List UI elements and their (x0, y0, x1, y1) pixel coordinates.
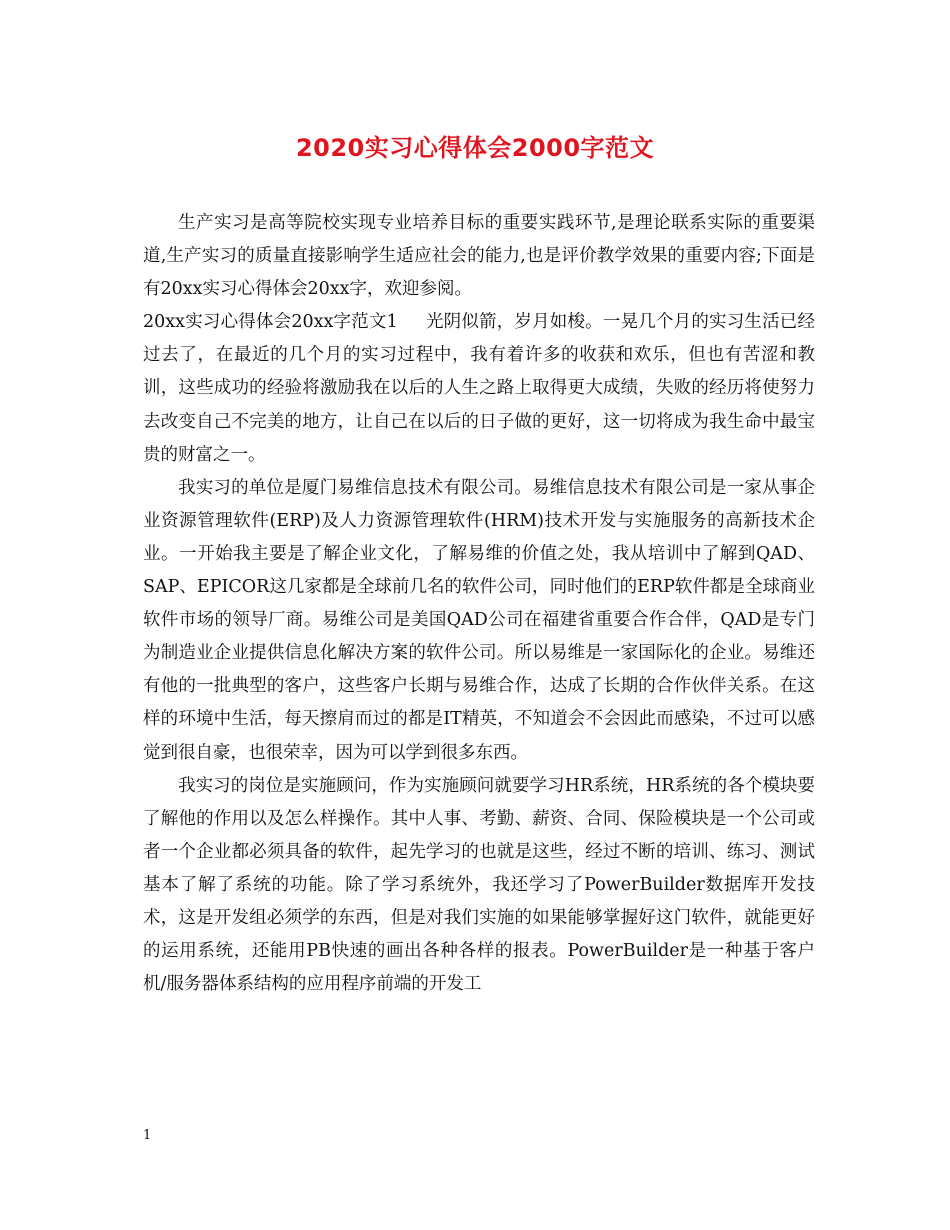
document-body (143, 207, 815, 1001)
sample-1-text: 光阴似箭，岁月如梭。一晃几个月的实习生活已经过去了，在最近的几个月的实习过程中，我有着许多的收获和欢乐，但也有苦涩和教训，这些成功的经验将激励我在以后的人生之路上取得更大成绩，失败的经历将使努力去改变自己不完美的地方，让自己在以后的日子做的更好，这一切将成为我生命中最宝贵的财富之一。 (143, 312, 815, 465)
page-number: 1 (143, 1128, 152, 1143)
document-title: 2020实习心得体会2000字范文 (295, 134, 655, 162)
sample-heading: 20xx实习心得体会20xx字范文1 (143, 312, 398, 333)
paragraph-position: 我实习的岗位是实施顾问，作为实施顾问就要学习HR系统，HR系统的各个模块要了解他的作用以及怎么样操作。其中人事、考勤、薪资、合同、保险模块是一个公司或者一个企业都必须具备的软件，起先学习的也就是这些，经过不断的培训、练习、测试基本了解了系统的功能。除了学习系统外，我还学习了PowerBuilder数据库开发技术，这是开发组必须学的东西，但是对我们实施的如果能够掌握好这门软件，就能更好的运用系统，还能用PB快速的画出各种各样的报表。PowerBuilder是一种基于客户机/服务器体系结构的应用程序前端的开发工 (143, 775, 815, 995)
paragraph-intro: 生产实习是高等院校实现专业培养目标的重要实践环节,是理论联系实际的重要渠道,生产实习的质量直接影响学生适应社会的能力,也是评价教学效果的重要内容;下面是有20xx实习心得体会20xx字，欢迎参阅。 (143, 213, 815, 300)
paragraph-sample-1 (143, 306, 815, 471)
paragraph-company: 我实习的单位是厦门易维信息技术有限公司。易维信息技术有限公司是一家从事企业资源管理软件(ERP)及人力资源管理软件(HRM)技术开发与实施服务的高新技术企业。一开始我主要是了解企业文化，了解易维的价值之处，我从培训中了解到QAD、SAP、EPICOR这几家都是全球前几名的软件公司，同时他们的ERP软件都是全球商业软件市场的领导厂商。易维公司是美国QAD公司在福建省重要合作合伴，QAD是专门为制造业企业提供信息化解决方案的软件公司。所以易维是一家国际化的企业。易维还有他的一批典型的客户，这些客户长期与易维合作，达成了长期的合作伙伴关系。在这样的环境中生活，每天擦肩而过的都是IT精英，不知道会不会因此而感染，不过可以感觉到很自豪，也很荣幸，因为可以学到很多东西。 (143, 477, 815, 763)
